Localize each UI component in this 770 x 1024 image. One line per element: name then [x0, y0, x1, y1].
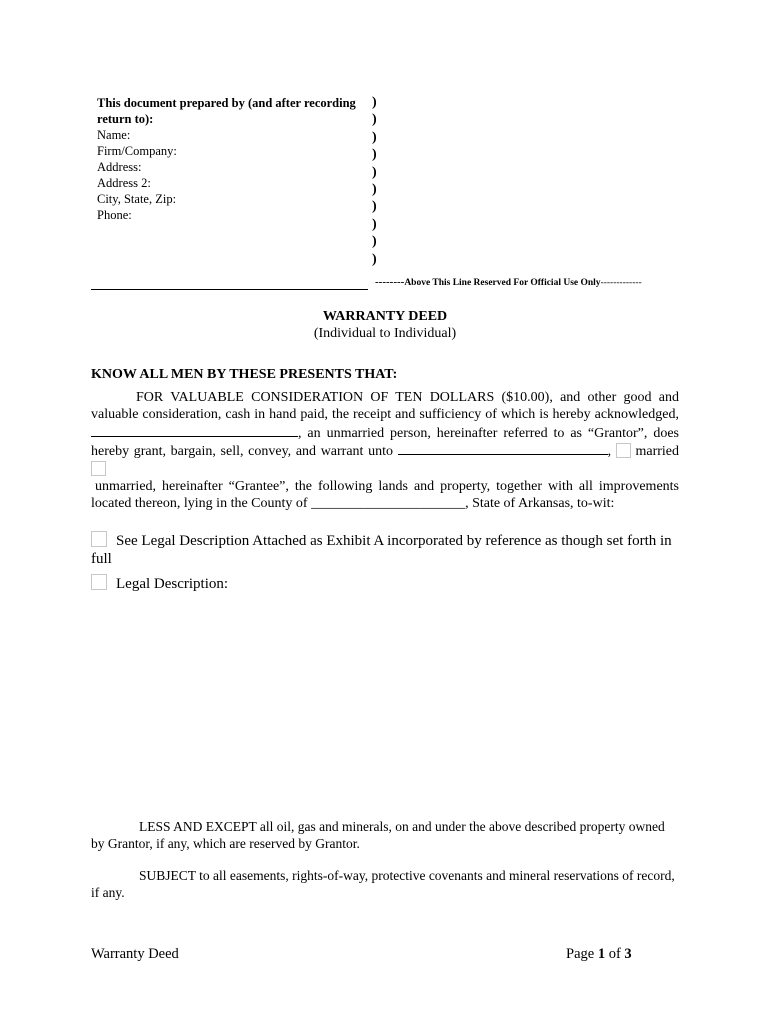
- footer-document-name: Warranty Deed: [91, 946, 179, 962]
- bracket: ): [372, 164, 377, 180]
- unmarried-checkbox[interactable]: [91, 461, 106, 476]
- page-of: of: [605, 946, 625, 962]
- conveyance-paragraph: [91, 390, 679, 513]
- official-use-text: Above This Line Reserved For Official Use Only: [404, 278, 601, 288]
- bracket-column: [372, 94, 377, 268]
- field-city-state-zip-label: City, State, Zip:: [97, 192, 177, 206]
- married-label: married: [635, 444, 679, 460]
- page-total: 3: [624, 946, 632, 962]
- bracket: ): [372, 251, 377, 267]
- married-checkbox[interactable]: [616, 443, 631, 458]
- exhibit-option: [91, 531, 691, 568]
- body-line-4: [91, 442, 679, 479]
- bracket: ): [372, 234, 377, 250]
- official-use-line: [375, 276, 642, 288]
- footer-page-number: [566, 946, 632, 963]
- bracket: ): [372, 129, 377, 145]
- prepared-by-block: [97, 95, 372, 223]
- field-name-label: Name:: [97, 128, 131, 142]
- bracket: ): [372, 112, 377, 128]
- official-dashes-right: -------------: [600, 278, 642, 288]
- bracket: ): [372, 182, 377, 198]
- page-current: 1: [597, 946, 606, 962]
- body-line-3-text: , an unmarried person, hereinafter referred to as “Grantor”, does: [298, 425, 679, 441]
- recording-divider-line: [91, 289, 368, 290]
- body-line-5: unmarried, hereinafter “Grantee”, the following lands and property, together with all improvements: [95, 478, 679, 494]
- body-line-6-text: located thereon, lying in the County of: [91, 495, 308, 511]
- legal-description-label: Legal Description:: [116, 576, 229, 592]
- field-firm-label: Firm/Company:: [97, 144, 177, 158]
- subject-text: SUBJECT to all easements, rights-of-way, protective covenants and mineral reservations of record, if any.: [91, 868, 675, 900]
- body-line-4-text: hereby grant, bargain, sell, convey, and warrant unto: [91, 444, 393, 460]
- body-line-3: [91, 424, 679, 443]
- field-address-label: Address:: [97, 160, 142, 174]
- document-subtitle: (Individual to Individual): [313, 326, 457, 341]
- body-line-6: [91, 496, 679, 513]
- prepared-by-heading: This document prepared by (and after recording return to):: [97, 96, 356, 126]
- grantee-name-field[interactable]: [398, 442, 608, 455]
- exhibit-checkbox[interactable]: [91, 531, 107, 547]
- less-except-text: LESS AND EXCEPT all oil, gas and minerals, on and under the above described property owned by Grantor, if any, which are reserved by Grantor.: [91, 819, 665, 851]
- body-line-1: FOR VALUABLE CONSIDERATION OF TEN DOLLARS ($10.00), and other good and: [136, 390, 679, 405]
- field-address2-label: Address 2:: [97, 176, 151, 190]
- intro-heading: KNOW ALL MEN BY THESE PRESENTS THAT:: [91, 367, 398, 382]
- less-except-paragraph: [91, 819, 681, 852]
- body-line-2: valuable consideration, cash in hand paid, the receipt and sufficiency of which is hereby acknowledged,: [91, 406, 679, 422]
- bracket: ): [372, 95, 377, 110]
- subject-paragraph: [91, 868, 681, 901]
- legal-description-option: [91, 574, 691, 593]
- bracket: ): [372, 216, 377, 232]
- county-field[interactable]: ______________________: [311, 495, 466, 511]
- legal-description-checkbox[interactable]: [91, 574, 107, 590]
- body-line-4-comma: ,: [607, 444, 612, 460]
- field-phone-label: Phone:: [97, 208, 132, 222]
- exhibit-label: See Legal Description Attached as Exhibit A incorporated by reference as though set forth in full: [91, 533, 672, 567]
- body-line-6-after: , State of Arkansas, to-wit:: [465, 495, 615, 511]
- grantor-name-field[interactable]: [91, 424, 298, 437]
- page-prefix: Page: [566, 946, 598, 962]
- official-dashes-left: --------: [375, 276, 405, 288]
- bracket: ): [372, 147, 377, 163]
- document-title: WARRANTY DEED: [322, 309, 448, 324]
- bracket: ): [372, 199, 377, 215]
